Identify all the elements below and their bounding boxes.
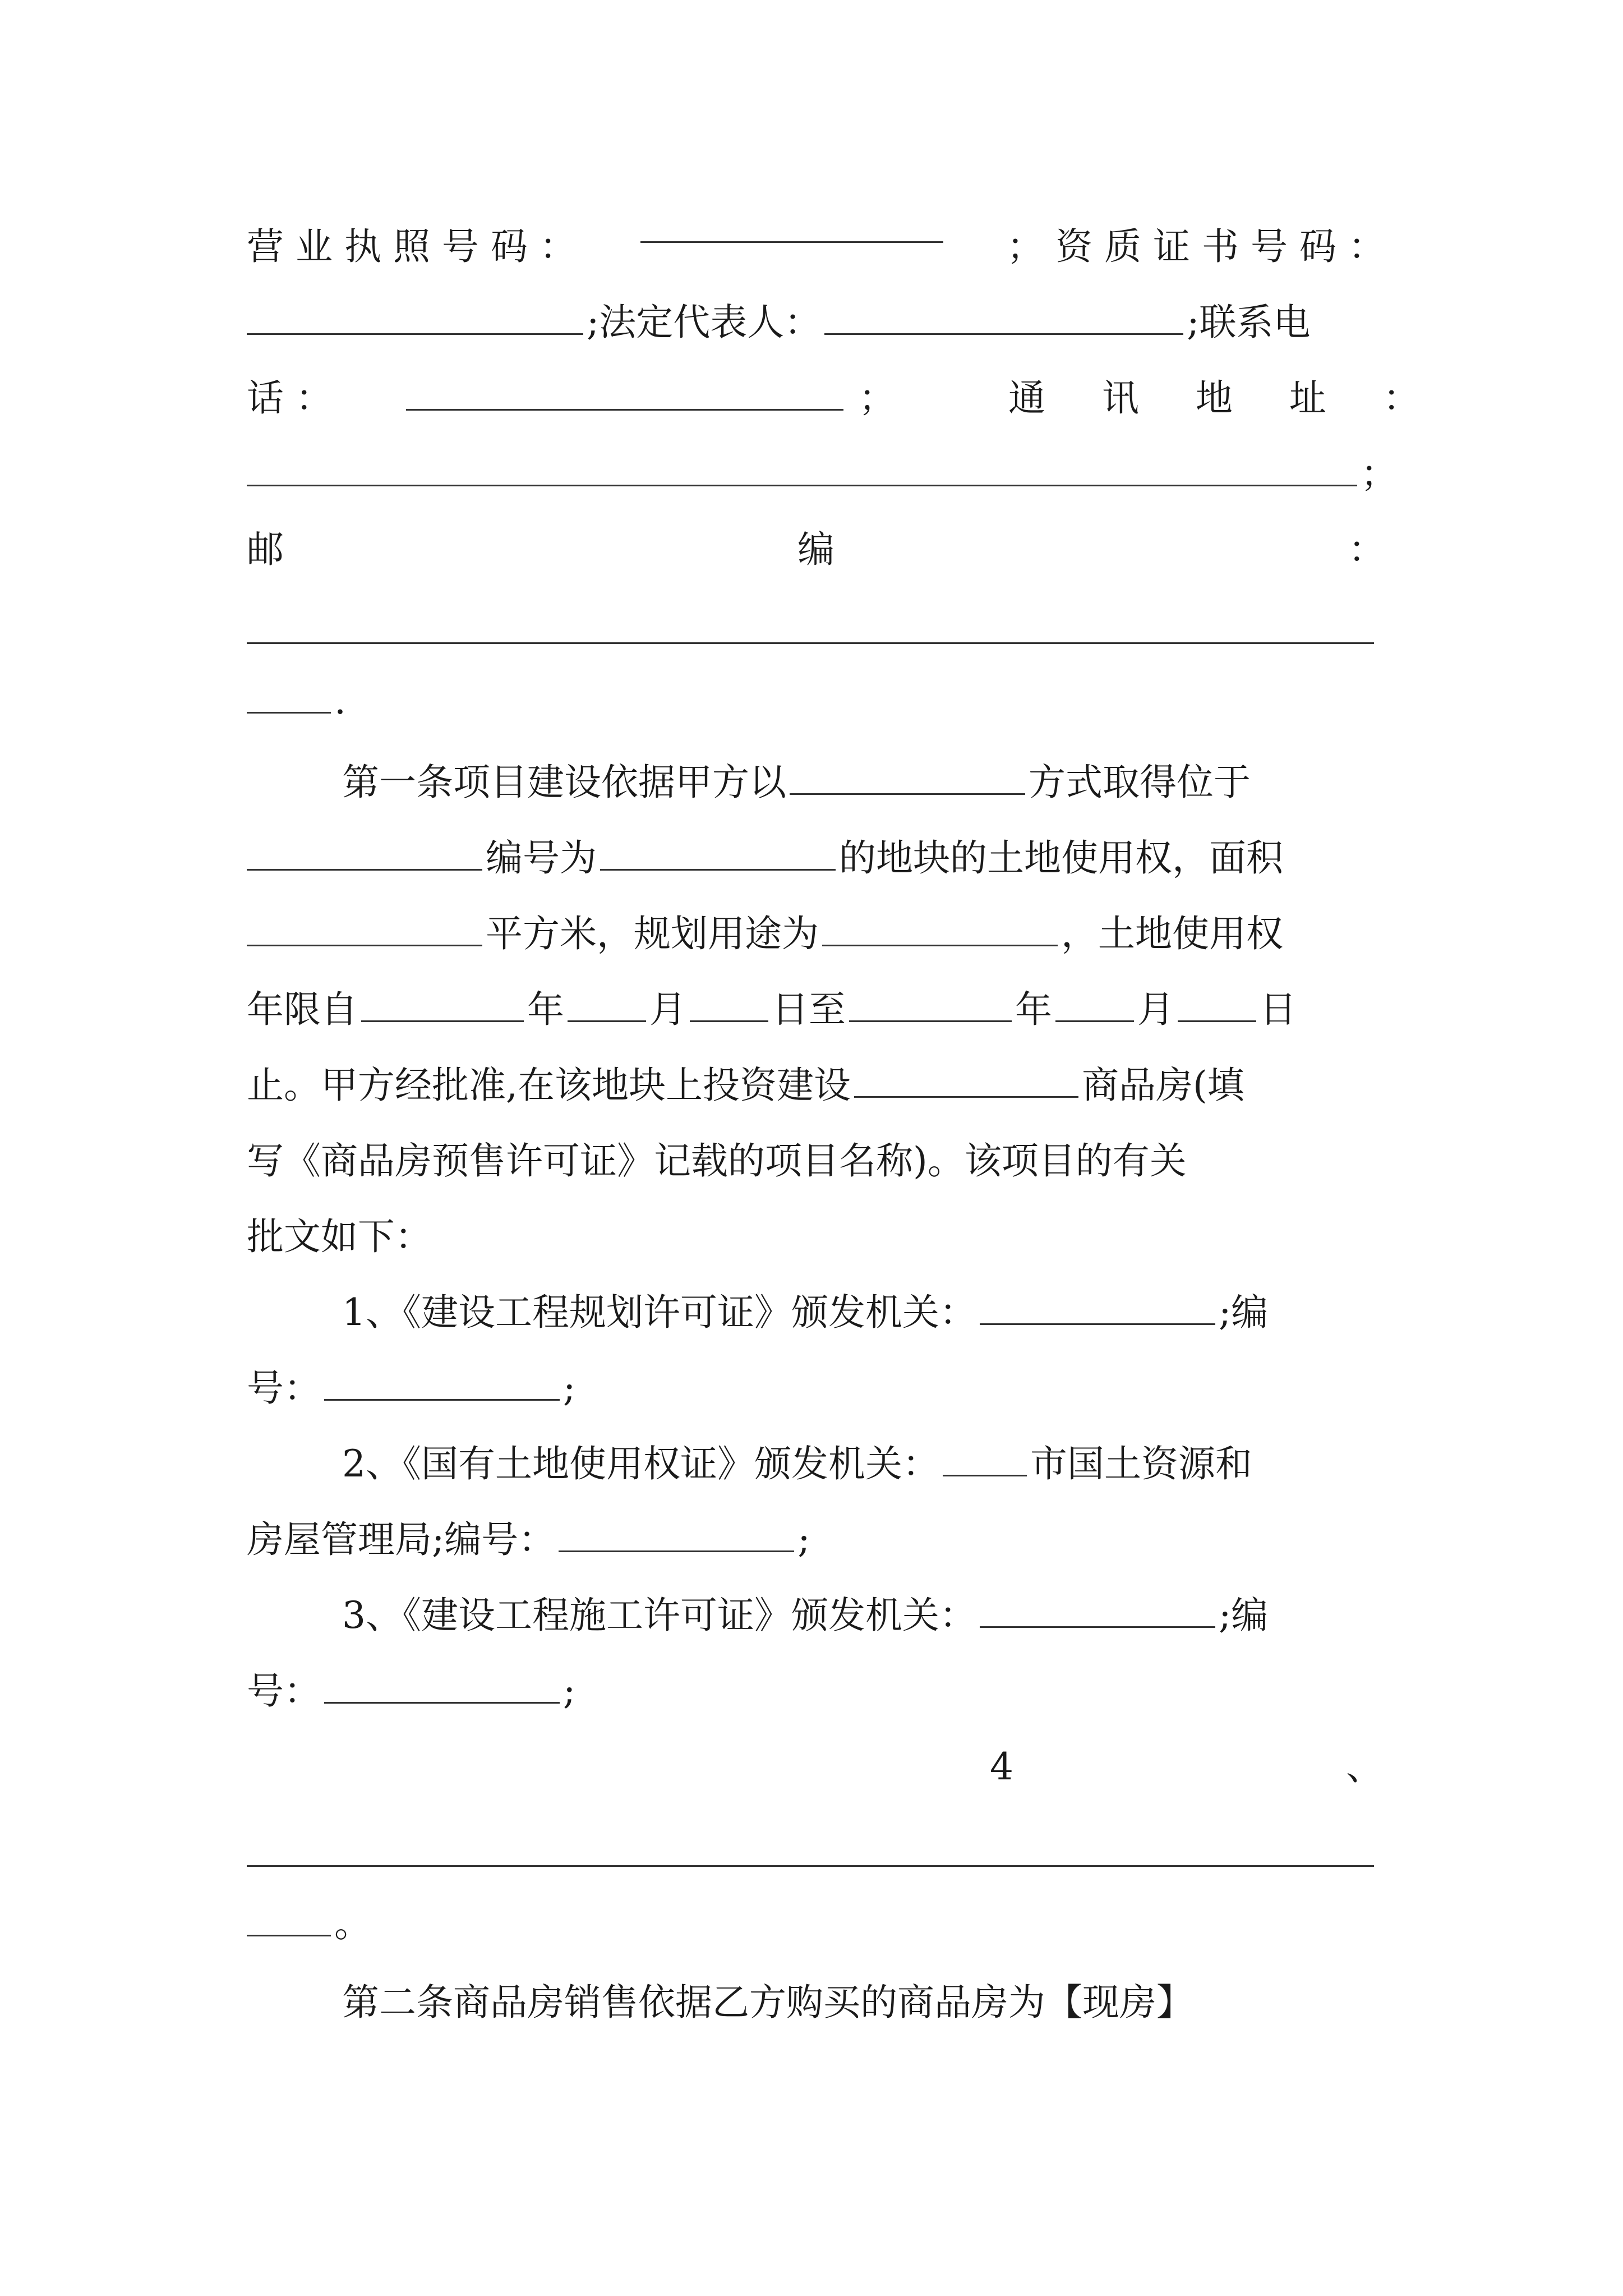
start-year-blank[interactable] — [361, 987, 524, 1022]
semicolon-2: ; — [797, 1518, 810, 1561]
mailing-address-label: 通 讯 地 址 ： — [1008, 376, 1442, 420]
end-day-label: 日 — [1260, 988, 1297, 1031]
business-license-label: 营 业 执 照 号 码 ： — [247, 225, 577, 268]
construction-permit-authority-blank[interactable] — [980, 1593, 1215, 1628]
number-label-3: 号： — [247, 1669, 321, 1713]
phone-semicolon: ； — [858, 376, 896, 420]
postcode-label-1: 邮 — [247, 528, 284, 571]
postcode-line — [247, 510, 1385, 589]
address-semicolon: ； — [1361, 452, 1398, 495]
acquisition-method-blank[interactable] — [790, 760, 1025, 795]
term-to-label: 日至 — [772, 988, 846, 1031]
end-month-label: 月 — [1137, 988, 1174, 1031]
postcode-tail-blank[interactable] — [247, 678, 331, 714]
construction-permit-number-blank[interactable] — [324, 1668, 560, 1704]
article-1-text-a: 第一条项目建设依据甲方以 — [342, 761, 786, 804]
land-use-right-text: 的地块的土地使用权，面积 — [839, 836, 1283, 880]
qualification-cert-blank[interactable] — [247, 300, 583, 335]
planning-permit-authority-blank[interactable] — [980, 1290, 1215, 1325]
postcode-blank[interactable] — [247, 642, 1374, 644]
article-1-line-3 — [247, 895, 1385, 973]
end-day-blank[interactable] — [1178, 987, 1256, 1022]
item-2-line-1 — [247, 1425, 1481, 1503]
start-month-label: 月 — [649, 988, 686, 1031]
planning-permit-number-label: ;编 — [1219, 1291, 1269, 1334]
housing-bureau-number-label: 房屋管理局;编号： — [247, 1518, 556, 1561]
item-4-comma: 、 — [1346, 1745, 1383, 1788]
legal-rep-blank[interactable] — [824, 300, 1183, 335]
postcode-colon: ： — [1348, 528, 1385, 571]
item-4-line-1 — [247, 1728, 1385, 1806]
item-4-tail-blank[interactable] — [247, 1901, 331, 1936]
semicolon-1: ; — [563, 1366, 576, 1410]
land-resources-bureau-text: 市国土资源和 — [1030, 1442, 1252, 1485]
approved-build-text: 止。甲方经批准,在该地块上投资建设 — [247, 1064, 851, 1107]
article-1-line-2 — [247, 819, 1385, 898]
area-blank[interactable] — [247, 911, 482, 946]
article-2-text: 第二条商品房销售依据乙方购买的商品房为【现房】 — [342, 1981, 1193, 2024]
qualification-cert-label: ； 资 质 证 书 号 码 ： — [1007, 225, 1385, 268]
item-4-number: 4 — [990, 1745, 1013, 1788]
number-label-1: 号： — [247, 1366, 321, 1410]
land-use-cert-number-blank[interactable] — [559, 1517, 794, 1552]
item-3-line-2 — [247, 1652, 1385, 1731]
planned-use-blank[interactable] — [822, 911, 1058, 946]
mailing-address-blank[interactable] — [247, 451, 1357, 486]
start-month-blank[interactable] — [568, 987, 646, 1022]
article-1-line-6 — [247, 1122, 1385, 1200]
contact-phone-label: ;联系电 — [1187, 301, 1311, 344]
presale-permit-text: 写《商品房预售许可证》记载的项目名称)。该项目的有关 — [247, 1139, 1187, 1182]
commercial-housing-text: 商品房(填 — [1081, 1064, 1244, 1107]
start-day-blank[interactable] — [690, 987, 768, 1022]
parcel-number-blank[interactable] — [600, 835, 836, 871]
item-1-line-2 — [247, 1349, 1385, 1428]
start-year-label: 年 — [527, 988, 564, 1031]
planned-use-label: 平方米，规划用途为 — [486, 912, 819, 955]
term-from-label: 年限自 — [247, 988, 358, 1031]
end-year-label: 年 — [1015, 988, 1052, 1031]
item-4-blank[interactable] — [247, 1865, 1374, 1867]
item-3-line-1 — [247, 1576, 1481, 1655]
article-1-text-b: 方式取得位于 — [1029, 761, 1251, 804]
parcel-number-label: 编号为 — [486, 836, 597, 880]
construction-permit-number-label: ;编 — [1219, 1594, 1269, 1637]
postcode-end-line — [247, 662, 1385, 740]
phone-blank[interactable] — [406, 375, 843, 411]
semicolon-3: ; — [563, 1669, 576, 1713]
postcode-label-2: 编 — [797, 528, 834, 571]
legal-rep-line — [247, 283, 1385, 362]
end-year-blank[interactable] — [849, 987, 1012, 1022]
phone-address-line — [247, 359, 1442, 438]
article-1-line-1 — [247, 743, 1481, 822]
project-name-blank[interactable] — [854, 1062, 1078, 1098]
article-1-line-5 — [247, 1046, 1385, 1125]
construction-permit-label: 3、《建设工程施工许可证》颁发机关： — [342, 1594, 976, 1637]
phone-label: 话 ： — [247, 376, 333, 420]
business-license-blank[interactable] — [640, 208, 943, 243]
item-1-line-1 — [247, 1273, 1481, 1352]
business-license-line — [247, 208, 1385, 286]
planning-permit-label: 1、《建设工程规划许可证》颁发机关： — [342, 1291, 976, 1334]
end-month-blank[interactable] — [1055, 987, 1134, 1022]
article-2-line-1 — [247, 1963, 1481, 2042]
land-use-term-label: ，土地使用权 — [1061, 912, 1283, 955]
city-name-blank[interactable] — [943, 1441, 1027, 1476]
item-4-period: 。 — [334, 1902, 371, 1945]
article-1-line-4 — [247, 970, 1385, 1049]
address-blank-line — [247, 435, 1398, 513]
item-2-line-2 — [247, 1501, 1385, 1579]
planning-permit-number-blank[interactable] — [324, 1365, 560, 1401]
land-use-cert-label: 2、《国有土地使用权证》颁发机关： — [342, 1442, 939, 1485]
approvals-intro: 批文如下： — [247, 1215, 432, 1258]
item-4-end-line — [247, 1885, 1385, 1963]
location-blank[interactable] — [247, 835, 482, 871]
article-1-line-7 — [247, 1198, 1385, 1276]
postcode-period: . — [334, 679, 346, 723]
legal-rep-label: ;法定代表人： — [587, 301, 822, 344]
